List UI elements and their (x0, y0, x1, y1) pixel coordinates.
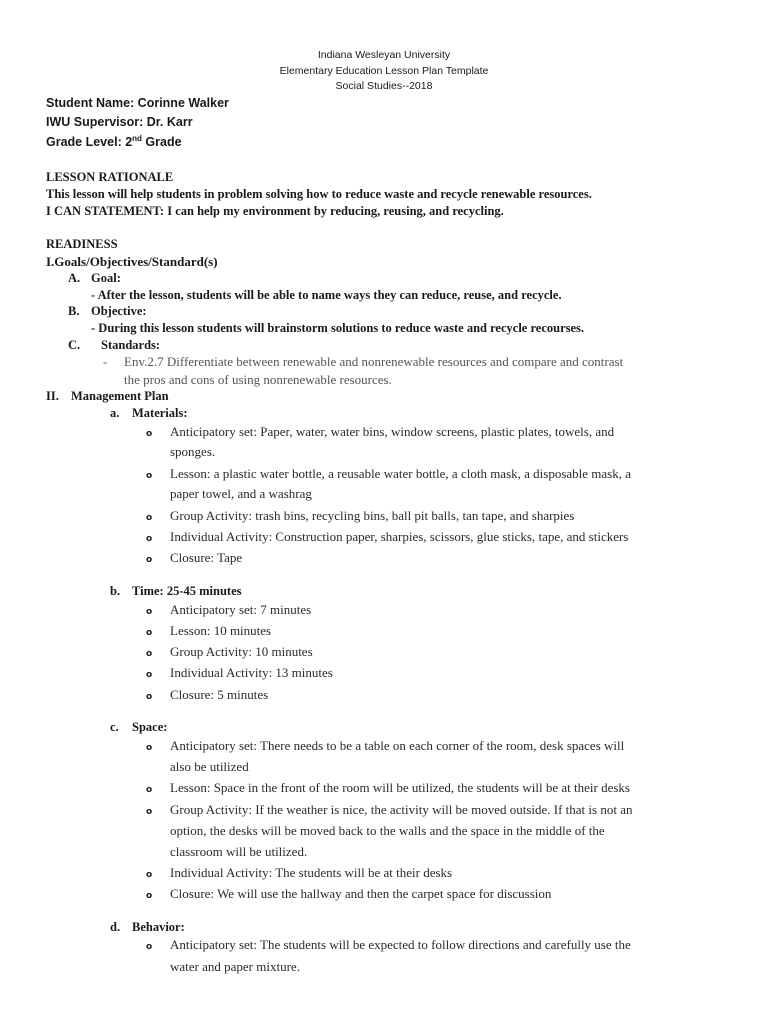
list-item: Anticipatory set: The students will be expected to follow directions and carefully use the (170, 937, 631, 952)
list-item: paper towel, and a washrag (170, 486, 312, 501)
template-title: Elementary Education Lesson Plan Template (279, 65, 489, 77)
list-item: Group Activity: 10 minutes (170, 644, 313, 659)
list-item: Anticipatory set: There needs to be a table on each corner of the room, desk spaces will (170, 738, 625, 753)
list-item: Closure: 5 minutes (170, 687, 269, 702)
objective-label: Objective: (91, 304, 147, 318)
bullet-icon: o (146, 429, 153, 439)
list-item: Lesson: a plastic water bottle, a reusable water bottle, a cloth mask, a disposable mask, a (170, 466, 631, 481)
management-marker: II. (46, 389, 59, 403)
standards-dash: - (103, 354, 108, 369)
standard-env-2-7: Env.2.7 Differentiate between renewable and nonrenewable resources and compare and contrast (124, 354, 624, 369)
list-item: water and paper mixture. (170, 959, 300, 974)
list-item: sponges. (170, 444, 216, 459)
subject-year: Social Studies--2018 (335, 80, 433, 92)
list-item: Individual Activity: Construction paper, sharpies, scissors, glue sticks, tape, and stickers (170, 529, 629, 544)
time-label: Time: 25-45 minutes (132, 584, 242, 598)
goals-heading: I.Goals/Objectives/Standard(s) (46, 254, 218, 269)
bullet-icon: o (146, 807, 153, 817)
list-item: Lesson: Space in the front of the room will be utilized, the students will be at their desks (170, 780, 630, 795)
bullet-icon: o (146, 692, 153, 702)
space-label: Space: (132, 720, 168, 734)
rationale-heading: LESSON RATIONALE (46, 170, 174, 184)
list-item: Anticipatory set: 7 minutes (170, 602, 312, 617)
grade-level: Grade Level: 2nd Grade (46, 134, 182, 150)
list-item: option, the desks will be moved back to the walls and the space in the middle of the (170, 823, 605, 838)
space-marker: c. (110, 720, 119, 734)
list-item: Closure: We will use the hallway and then the carpet space for discussion (170, 886, 552, 901)
bullet-icon: o (146, 649, 153, 659)
list-item: classroom will be utilized. (170, 844, 308, 859)
materials-marker: a. (110, 406, 120, 420)
university-name: Indiana Wesleyan University (317, 49, 451, 61)
bullet-icon: o (146, 785, 153, 795)
list-item: Anticipatory set: Paper, water, water bins, window screens, plastic plates, towels, and (170, 424, 615, 439)
behavior-marker: d. (110, 920, 121, 934)
behavior-label: Behavior: (132, 920, 185, 934)
time-marker: b. (110, 584, 121, 598)
management-heading: Management Plan (71, 389, 169, 403)
list-item: Lesson: 10 minutes (170, 623, 272, 638)
supervisor-name: IWU Supervisor: Dr. Karr (46, 115, 193, 129)
goal-marker: A. (68, 271, 81, 285)
objective-marker: B. (68, 304, 80, 318)
rationale-text: This lesson will help students in problem solving how to reduce waste and recycle renewable resources. (46, 187, 592, 201)
bullet-icon: o (146, 743, 153, 753)
readiness-heading: READINESS (46, 237, 118, 251)
goal-label: Goal: (91, 271, 121, 285)
bullet-icon: o (146, 891, 153, 901)
standard-env-2-7-cont: the pros and cons of using nonrenewable resources. (124, 372, 392, 387)
bullet-icon: o (146, 534, 153, 544)
goal-text: - After the lesson, students will be able to name ways they can reduce, reuse, and recycle. (91, 288, 562, 302)
materials-label: Materials: (132, 406, 188, 420)
bullet-icon: o (146, 942, 153, 952)
bullet-icon: o (146, 555, 153, 565)
student-name: Student Name: Corinne Walker (46, 96, 229, 110)
list-item: Individual Activity: 13 minutes (170, 665, 333, 680)
standards-marker: C. (68, 338, 81, 352)
bullet-icon: o (146, 670, 153, 680)
list-item: Closure: Tape (170, 550, 243, 565)
list-item: Group Activity: If the weather is nice, the activity will be moved outside. If that is not an (170, 802, 633, 817)
bullet-icon: o (146, 471, 153, 481)
bullet-icon: o (146, 513, 153, 523)
bullet-icon: o (146, 870, 153, 880)
list-item: Individual Activity: The students will be at their desks (170, 865, 453, 880)
objective-text: - During this lesson students will brainstorm solutions to reduce waste and recycle recourses. (91, 321, 585, 335)
bullet-icon: o (146, 628, 153, 638)
list-item: Group Activity: trash bins, recycling bins, ball pit balls, tan tape, and sharpies (170, 508, 575, 523)
standards-label: Standards: (101, 338, 161, 352)
bullet-icon: o (146, 607, 153, 617)
i-can-statement: I CAN STATEMENT: I can help my environment by reducing, reusing, and recycling. (46, 204, 504, 218)
list-item: also be utilized (170, 759, 249, 774)
